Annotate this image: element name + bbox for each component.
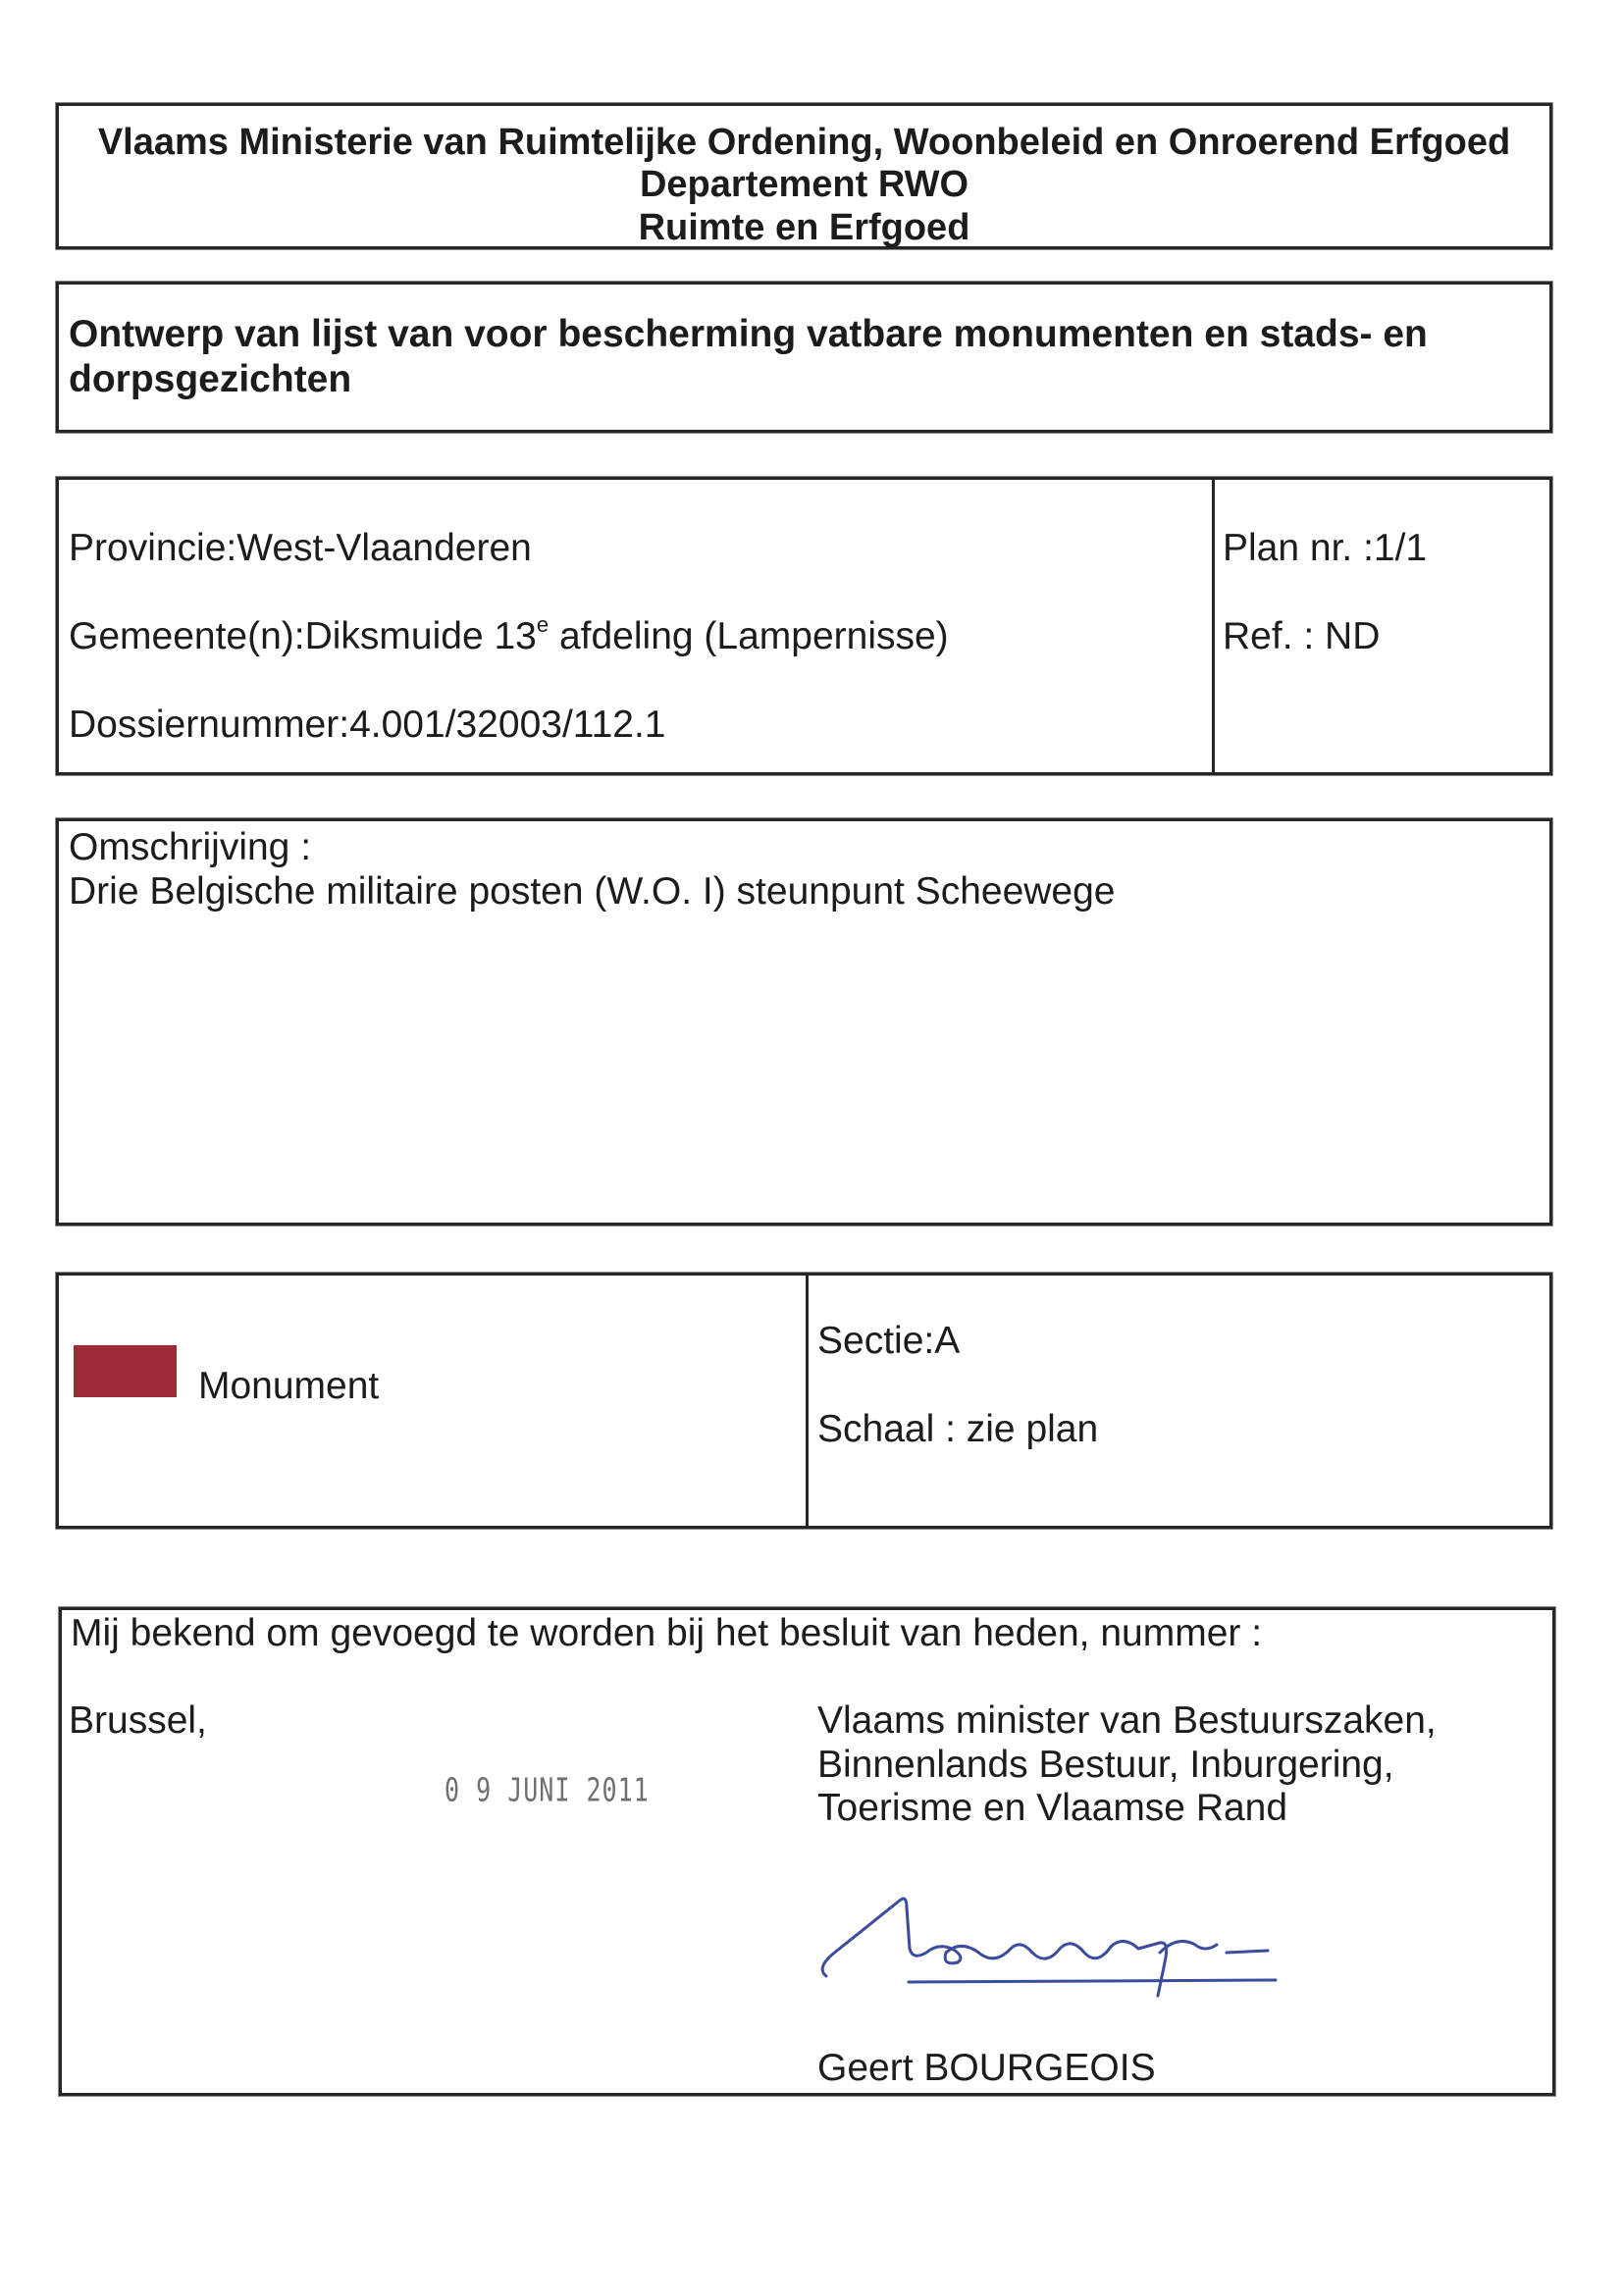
sectie-field: Sectie:A — [817, 1320, 961, 1362]
document-title-line-2: dorpsgezichten — [69, 358, 352, 400]
gemeente-field — [69, 614, 949, 659]
reference-field: Ref. : ND — [1223, 615, 1381, 657]
approval-statement: Mij bekend om gevoegd te worden bij het besluit van heden, nummer : — [71, 1612, 1263, 1654]
approval-box — [59, 1607, 1555, 2096]
plan-number-field: Plan nr. :1/1 — [1223, 527, 1428, 569]
ministry-header-box — [56, 103, 1552, 249]
monument-legend-label: Monument — [198, 1365, 380, 1407]
minister-signature — [814, 1884, 1305, 2007]
minister-title-line-2: Binnenlands Bestuur, Inburgering, — [817, 1744, 1394, 1786]
document-title-line-1: Ontwerp van lijst van voor bescherming vatbare monumenten en stads- en — [69, 313, 1428, 355]
agency-name: Ruimte en Erfgoed — [638, 207, 970, 248]
info-column-divider — [1212, 480, 1215, 772]
provincie-field: Provincie:West-Vlaanderen — [69, 527, 532, 569]
minister-name: Geert BOURGEOIS — [817, 2047, 1156, 2089]
document-title-box — [56, 282, 1552, 433]
monument-color-swatch — [74, 1345, 177, 1397]
minister-title-line-3: Toerisme en Vlaamse Rand — [817, 1787, 1288, 1829]
department-name: Departement RWO — [639, 164, 969, 205]
place-field: Brussel, — [69, 1699, 207, 1742]
schaal-field: Schaal : zie plan — [817, 1408, 1099, 1450]
description-text: Drie Belgische militaire posten (W.O. I) steunpunt Scheewege — [69, 870, 1116, 913]
ministry-name: Vlaams Ministerie van Ruimtelijke Ordening, Woonbeleid en Onroerend Erfgoed — [97, 122, 1511, 163]
gemeente-superscript: e — [536, 612, 550, 637]
gemeente-text-suffix: afdeling (Lampernisse) — [549, 615, 949, 657]
legend-section-box — [56, 1273, 1552, 1529]
date-stamp: 0 9 JUNI 2011 — [445, 1771, 650, 1809]
description-label: Omschrijving : — [69, 826, 312, 868]
description-box — [56, 818, 1552, 1226]
legend-column-divider — [806, 1276, 809, 1526]
location-info-box — [56, 477, 1552, 775]
minister-title-line-1: Vlaams minister van Bestuurszaken, — [817, 1699, 1437, 1742]
gemeente-text: Gemeente(n):Diksmuide 13 — [69, 615, 537, 657]
dossiernummer-field: Dossiernummer:4.001/32003/112.1 — [69, 704, 666, 746]
